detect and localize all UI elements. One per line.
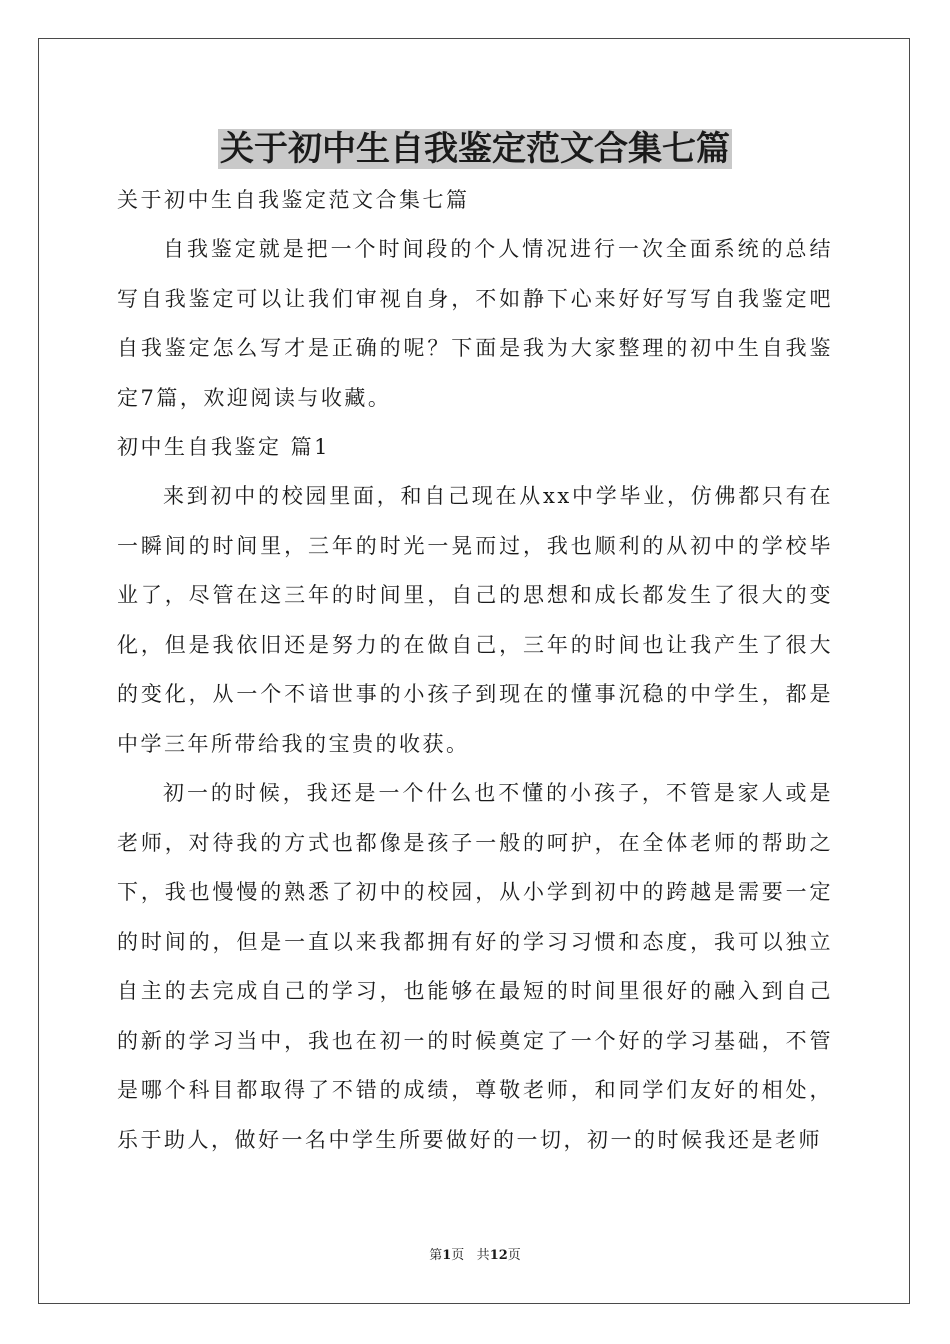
page-number: 1 bbox=[442, 1248, 452, 1263]
document-body bbox=[117, 176, 833, 1165]
body-paragraph-1: 来到初中的校园里面，和自己现在从xx中学毕业，仿佛都只有在一瞬间的时间里，三年的时光一晃而过，我也顺利的从初中的学校毕业了，尽管在这三年的时间里，自己的思想和成长都发生了很大的变化，但是我依旧还是努力的在做自己，三年的时间也让我产生了很大的变化，从一个不谙世事的小孩子到现在的懂事沉稳的中学生，都是中学三年所带给我的宝贵的收获。 bbox=[117, 484, 833, 756]
page-footer bbox=[0, 1247, 950, 1265]
total-suffix: 页 bbox=[507, 1248, 521, 1263]
document-title bbox=[0, 128, 950, 170]
page-label-suffix: 页 bbox=[451, 1248, 465, 1263]
total-prefix: 共 bbox=[476, 1248, 490, 1263]
total-pages: 12 bbox=[489, 1248, 508, 1263]
page-label-prefix: 第 bbox=[429, 1248, 443, 1263]
section-heading: 初中生自我鉴定 篇1 bbox=[117, 435, 331, 459]
body-paragraph-2: 初一的时候，我还是一个什么也不懂的小孩子，不管是家人或是老师，对待我的方式也都像是孩子一般的呵护，在全体老师的帮助之下，我也慢慢的熟悉了初中的校园，从小学到初中的跨越是需要一定的时间的，但是一直以来我都拥有好的学习习惯和态度，我可以独立自主的去完成自己的学习，也能够在最短的时间里很好的融入到自己的新的学习当中，我也在初一的时候奠定了一个好的学习基础，不管是哪个科目都取得了不错的成绩，尊敬老师，和同学们友好的相处，乐于助人，做好一名中学生所要做好的一切，初一的时候我还是老师 bbox=[117, 781, 833, 1152]
intro-paragraph: 自我鉴定就是把一个时间段的个人情况进行一次全面系统的总结写自我鉴定可以让我们审视自身，不如静下心来好好写写自我鉴定吧自我鉴定怎么写才是正确的呢？下面是我为大家整理的初中生自我鉴定7篇，欢迎阅读与收藏。 bbox=[117, 237, 833, 410]
subtitle-line: 关于初中生自我鉴定范文合集七篇 bbox=[117, 188, 470, 212]
title-text: 关于初中生自我鉴定范文合集七篇 bbox=[220, 129, 730, 169]
